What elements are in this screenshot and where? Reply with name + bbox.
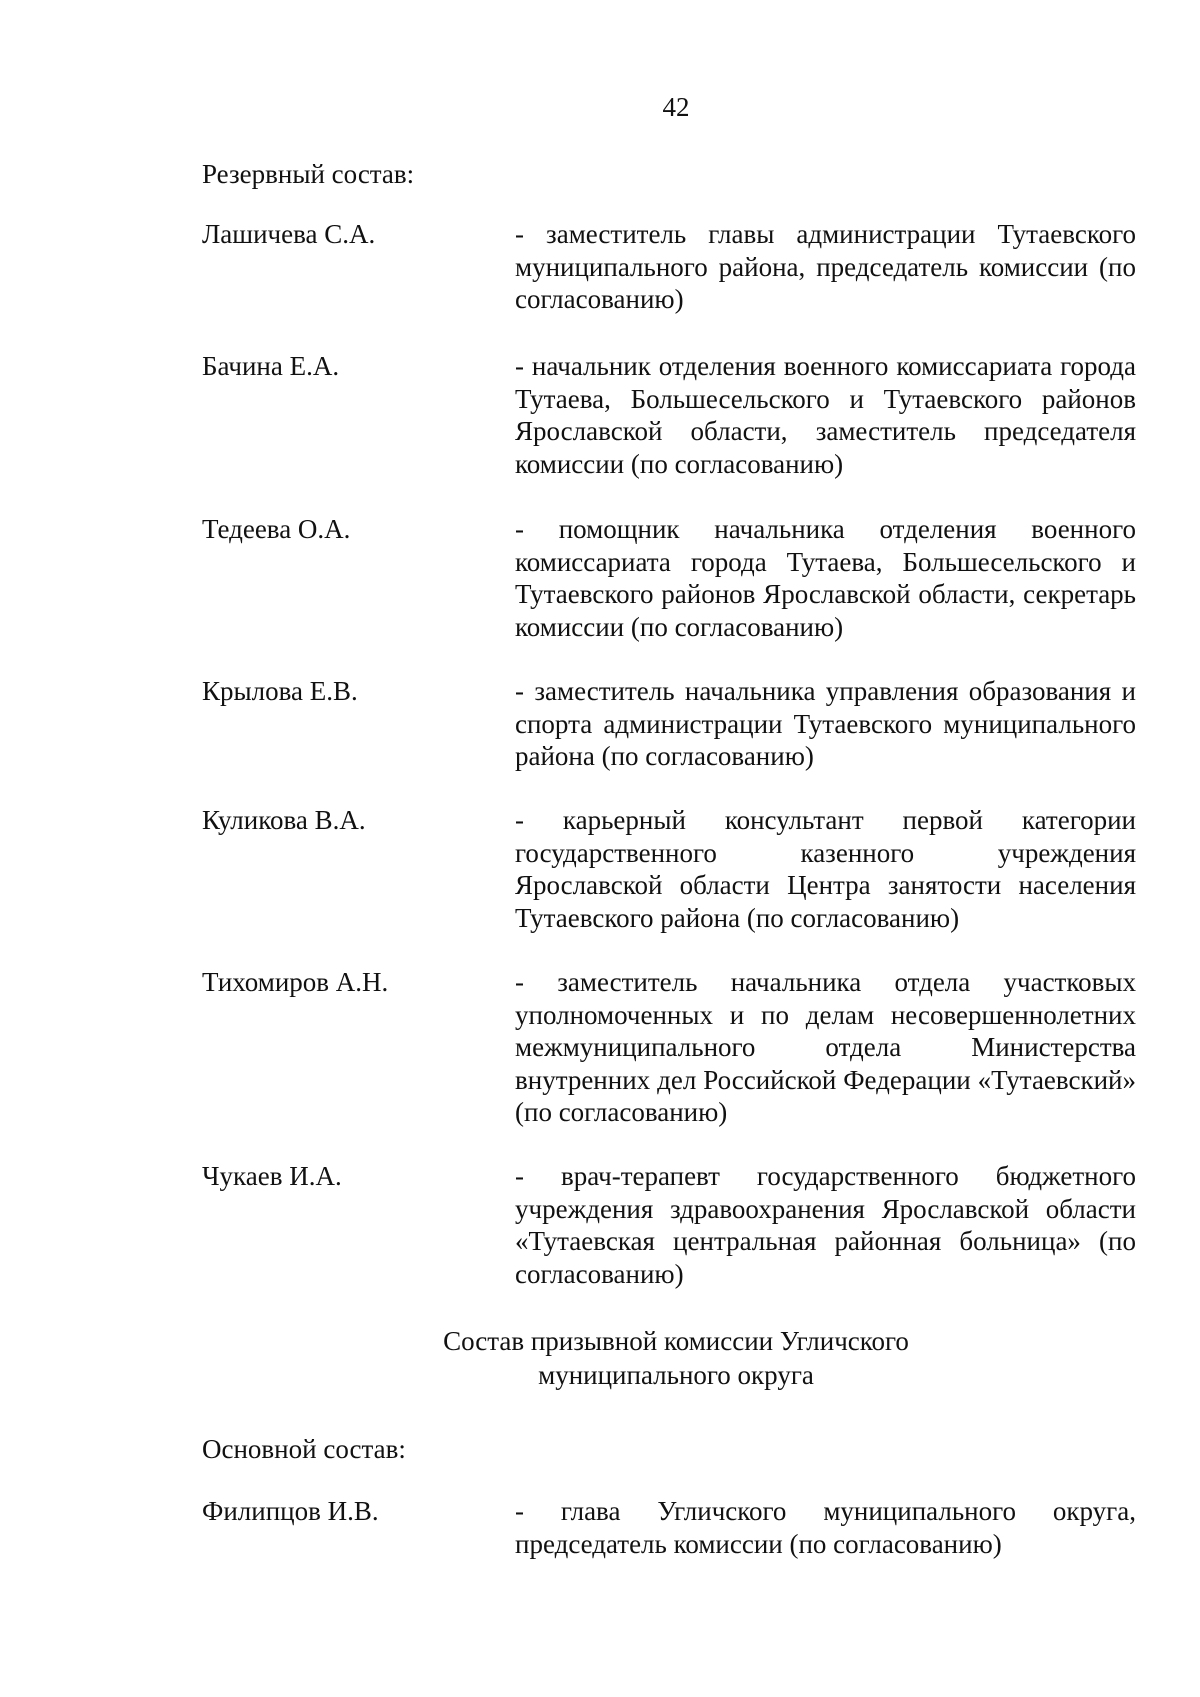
member-role: - заместитель начальника отдела участковых уполномоченных и по делам несовершеннолетних межмуниципального отдела Министерства внутренних дел Российской Федерации «Тутаевский» (по согласованию) — [515, 967, 1136, 1127]
member-name: Крылова Е.В. — [202, 676, 358, 706]
reserve-section-label: Резервный состав: — [202, 159, 415, 189]
member-name: Филипцов И.В. — [202, 1496, 379, 1526]
member-role: - глава Угличского муниципального округа, председатель комиссии (по согласованию) — [515, 1496, 1136, 1559]
member-name: Куликова В.А. — [202, 805, 366, 835]
member-role: - начальник отделения военного комиссариата города Тутаева, Большесельского и Тутаевского районов Ярославской области, заместитель председателя комиссии (по согласованию) — [515, 351, 1136, 479]
member-role: - помощник начальника отделения военного комиссариата города Тутаева, Большесельского и Тутаевского районов Ярославской области, секретарь комиссии (по согласованию) — [515, 514, 1136, 642]
member-role: - карьерный консультант первой категории государственного казенного учреждения Ярославской области Центра занятости населения Тутаевского района (по согласованию) — [515, 805, 1136, 933]
member-name: Чукаев И.А. — [202, 1161, 342, 1191]
member-role: - заместитель начальника управления образования и спорта администрации Тутаевского муниципального района (по согласованию) — [515, 676, 1136, 771]
member-role: - врач-терапевт государственного бюджетного учреждения здравоохранения Ярославской области «Тутаевская центральная районная больница» (по согласованию) — [515, 1161, 1136, 1289]
member-name: Тедеева О.А. — [202, 514, 351, 544]
member-name: Тихомиров А.Н. — [202, 967, 389, 997]
member-name: Бачина Е.А. — [202, 351, 340, 381]
commission-heading-line2: муниципального округа — [538, 1360, 814, 1390]
commission-heading — [0, 1324, 1200, 1392]
main-section-label: Основной состав: — [202, 1434, 406, 1464]
member-name: Лашичева С.А. — [202, 219, 376, 249]
page-number: 42 — [662, 92, 690, 122]
member-role: - заместитель главы администрации Тутаевского муниципального района, председатель комиссии (по согласованию) — [515, 219, 1136, 314]
commission-heading-line1: Состав призывной комиссии Угличского — [443, 1326, 909, 1356]
